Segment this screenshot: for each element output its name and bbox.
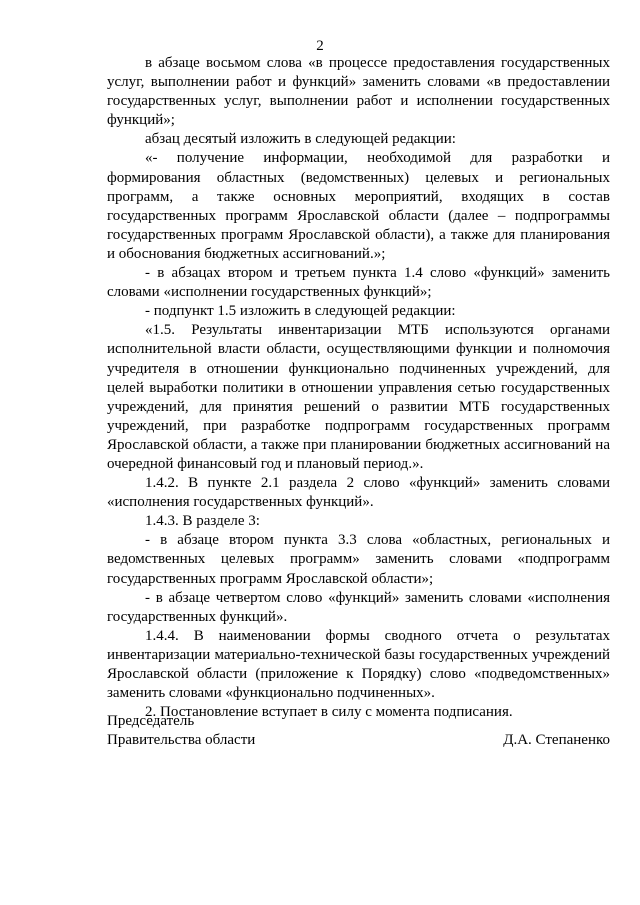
paragraph: 1.4.4. В наименовании формы сводного отчета о результатах инвентаризации материально-технической базы государственных учреждений Ярославской области (приложение к Порядку) слово «подведомственных» заменить словами «функционально подчиненных». xyxy=(107,627,610,702)
paragraph: «1.5. Результаты инвентаризации МТБ используются органами исполнительной власти области, осуществляющими функции и полномочия учредителя в отношении функционально подчиненных учреждений, для целей выработки политики в отношении управления сетью государственных учреждений, для принятия решений о развитии МТБ государственных учреждений, при разработке подпрограмм государственных программ Ярославской области, а также при планировании бюджетных ассигнований на очередной финансовый год и плановый период.». xyxy=(107,322,610,472)
paragraph: абзац десятый изложить в следующей редакции: xyxy=(145,131,456,148)
paragraph: 1.4.3. В разделе 3: xyxy=(145,513,260,530)
paragraph: - в абзаце четвертом слово «функций» заменить словами «исполнения государственных функций». xyxy=(107,589,610,625)
paragraph: «- получение информации, необходимой для разработки и формирования областных (ведомственных) целевых и региональных программ, а также основных мероприятий, входящих в состав государственных программ Ярославской области (далее – подпрограммы государственных программ Ярославской области), а также для планирования и обоснования бюджетных ассигнований.»; xyxy=(107,150,610,262)
signatory-name: Д.А. Степаненко xyxy=(503,732,610,748)
signature-row xyxy=(107,731,610,750)
paragraph: 2. Постановление вступает в силу с момента подписания. xyxy=(145,704,513,721)
signature-block xyxy=(107,712,610,750)
page-number: 2 xyxy=(316,38,324,54)
paragraph: - в абзаце втором пункта 3.3 слова «областных, региональных и ведомственных целевых программ» заменить словами «подпрограмм государственных программ Ярославской области»; xyxy=(107,532,610,587)
document-body xyxy=(107,54,610,722)
signatory-position-line2: Правительства области xyxy=(107,732,256,748)
paragraph: - в абзацах втором и третьем пункта 1.4 слово «функций» заменить словами «исполнении государственных функций»; xyxy=(107,265,610,301)
signatory-position-line1: Председатель xyxy=(107,713,195,729)
paragraph: - подпункт 1.5 изложить в следующей редакции: xyxy=(145,303,456,320)
paragraph: в абзаце восьмом слова «в процессе предоставления государственных услуг, выполнении работ и функций» заменить словами «в предоставлении государственных услуг, выполнении работ и исполнении государственных функций»; xyxy=(107,55,610,129)
paragraph: 1.4.2. В пункте 2.1 раздела 2 слово «функций» заменить словами «исполнения государственных функций». xyxy=(107,475,610,511)
